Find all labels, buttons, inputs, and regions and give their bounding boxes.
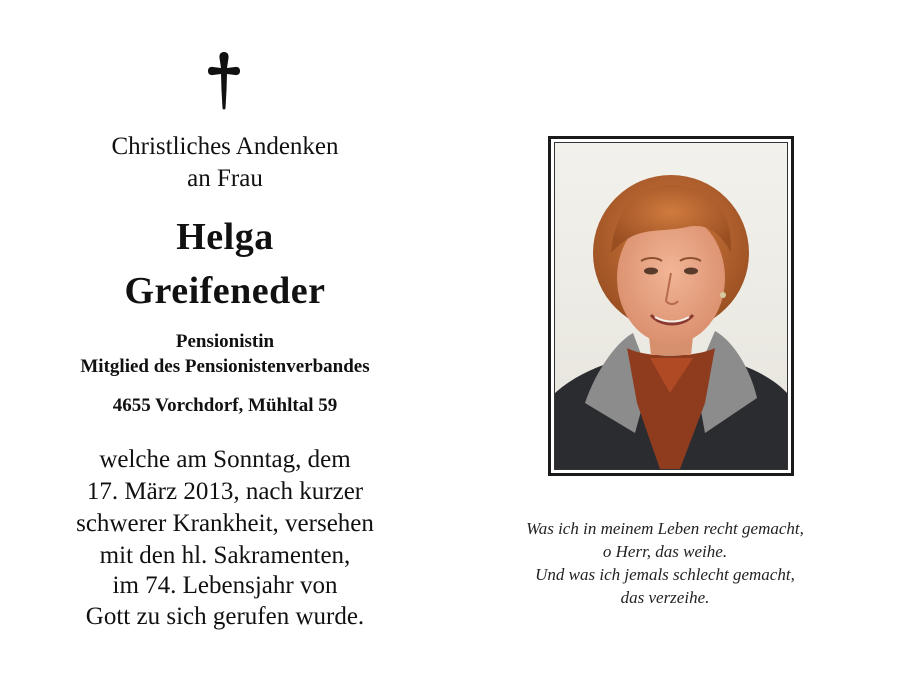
intro-line-1: Christliches Andenken — [111, 133, 339, 160]
intro-line-2: an Frau — [187, 165, 263, 192]
first-name: Helga — [176, 216, 274, 258]
quote-line-3: Und was ich jemals schlecht gemacht, — [535, 565, 795, 584]
portrait-frame — [548, 136, 794, 476]
quote-line-2: o Herr, das weihe. — [602, 542, 728, 561]
portrait-photo — [554, 142, 788, 470]
text-line-4: mit den hl. Sakramenten, — [99, 542, 351, 569]
cross-icon — [207, 50, 241, 112]
address: 4655 Vorchdorf, Mühltal 59 — [112, 395, 338, 416]
text-line-3: schwerer Krankheit, versehen — [76, 510, 374, 537]
portrait-illustration — [555, 143, 787, 469]
occupation-line-2: Mitglied des Pensionistenverbandes — [80, 356, 370, 377]
last-name: Greifeneder — [124, 270, 326, 312]
text-line-2: 17. März 2013, nach kurzer — [86, 478, 364, 505]
text-line-1: welche am Sonntag, dem — [99, 446, 351, 473]
quote-line-4: das verzeihe. — [620, 588, 710, 607]
quote-line-1: Was ich in meinem Leben recht gemacht, — [526, 519, 804, 538]
text-line-6: Gott zu sich gerufen wurde. — [85, 603, 365, 630]
text-line-5: im 74. Lebensjahr von — [112, 572, 338, 599]
occupation-line-1: Pensionistin — [175, 331, 275, 352]
